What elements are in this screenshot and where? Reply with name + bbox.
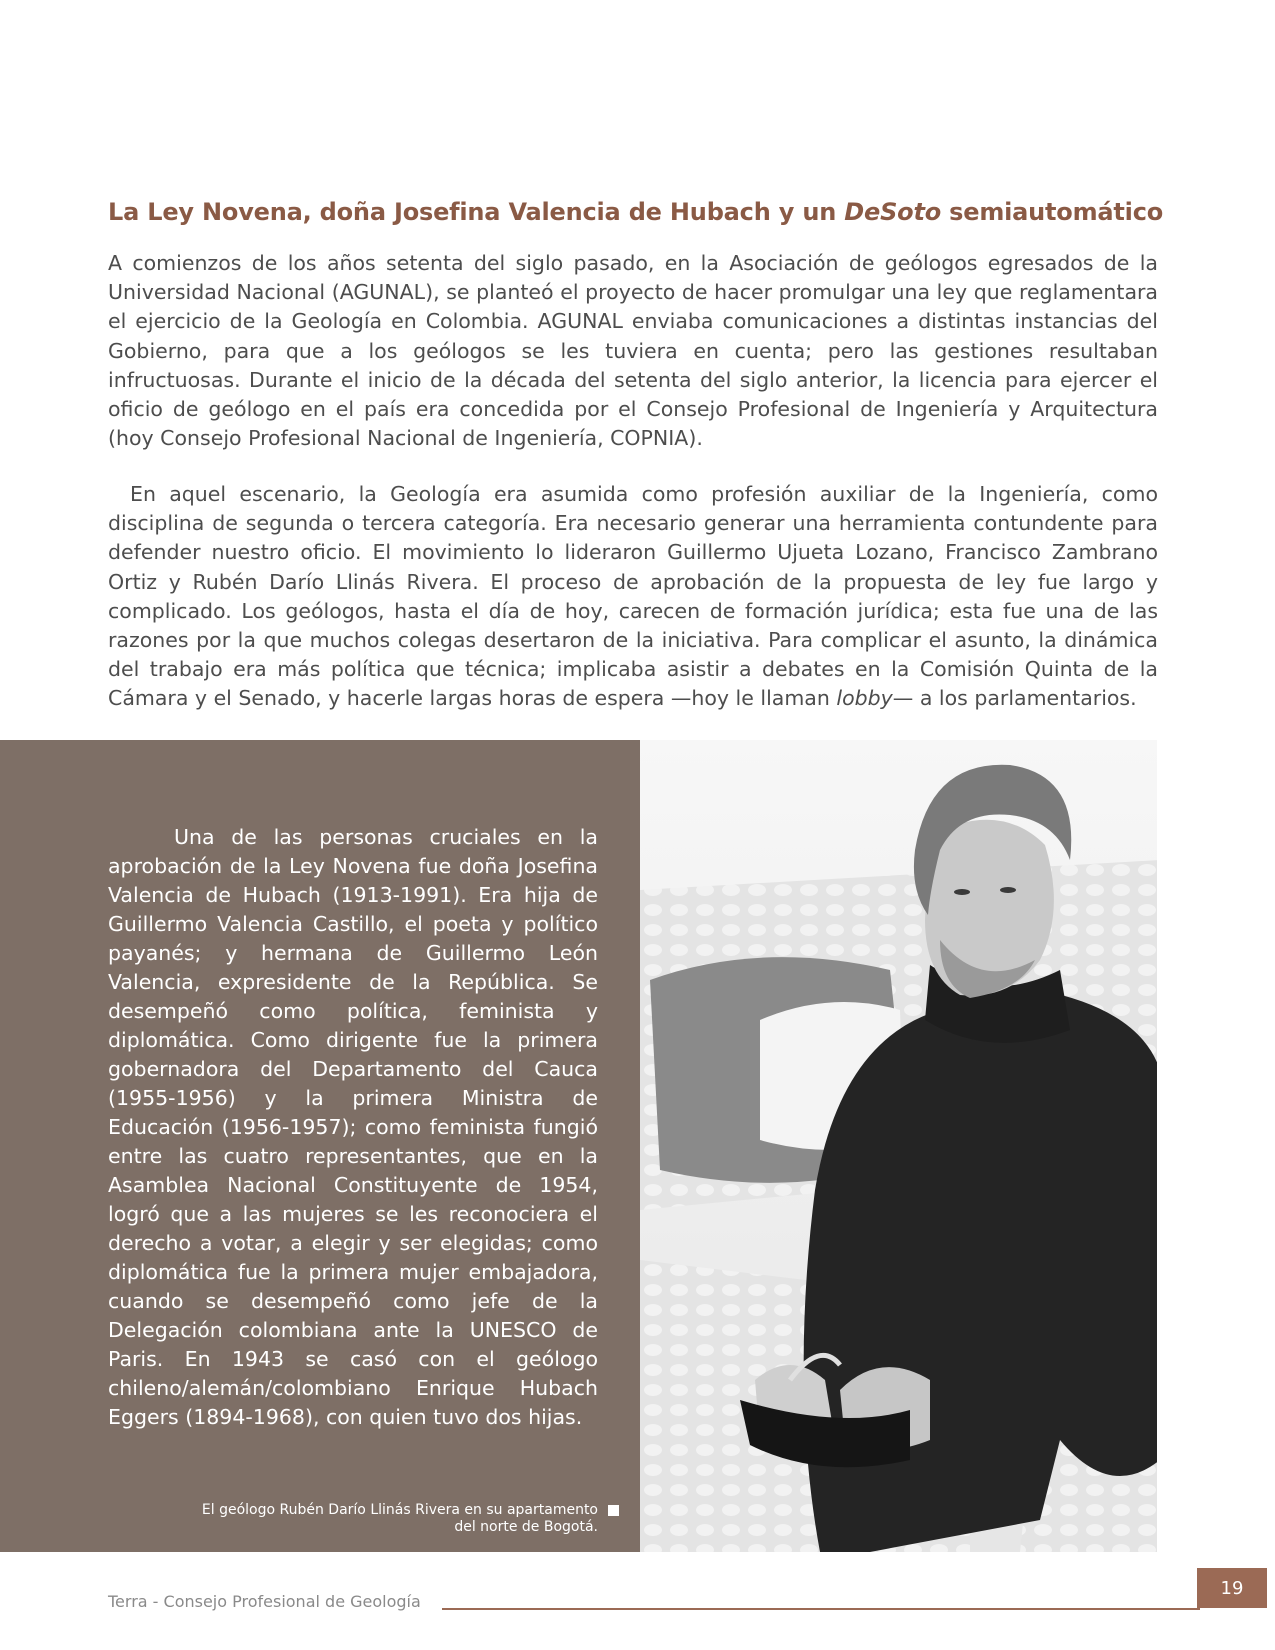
footer-publication: Terra - Consejo Profesional de Geología: [108, 1592, 421, 1611]
photo-caption: [150, 1502, 598, 1536]
portrait-photo-illustration: [640, 740, 1157, 1552]
footer-divider: [442, 1608, 1200, 1610]
section-heading: [108, 198, 1188, 226]
body-paragraph-2: [108, 480, 1158, 714]
heading-text-end: semiautomático: [941, 198, 1164, 226]
paragraph-2-text-italic: lobby: [836, 686, 893, 711]
paragraph-2-text-end: — a los parlamentarios.: [892, 686, 1137, 711]
heading-text-italic: DeSoto: [844, 198, 941, 226]
sidebar-text: Una de las personas cruciales en la aprobación de la Ley Novena fue doña Josefina Valencia de Hubach (1913-1991). Era hija de Guillermo Valencia Castillo, el poeta y político payanés; y hermana de Guillermo León Valencia, expresidente de la República. Se desempeñó como política, feminista y diplomática. Como dirigente fue la primera gobernadora del Departamento del Cauca (1955-1956) y la primera Ministra de Educación (1956-1957); como feminista fungió entre las cuatro representantes, que en la Asamblea Nacional Constituyente de 1954, logró que a las mujeres se les reconociera el derecho a votar, a elegir y ser elegidas; como diplomática fue la primera mujer embajadora, cuando se desempeñó como jefe de la Delegación colombiana ante la UNESCO de Paris. En 1943 se casó con el geólogo chileno/alemán/colombiano Enrique Hubach Eggers (1894-1968), con quien tuvo dos hijas.: [108, 825, 598, 1429]
caption-line-1: El geólogo Rubén Darío Llinás Rivera en su apartamento: [201, 1502, 598, 1518]
page-number: 19: [1197, 1568, 1267, 1608]
body-paragraph-1: A comienzos de los años setenta del siglo pasado, en la Asociación de geólogos egresados de la Universidad Nacional (AGUNAL), se planteó el proyecto de hacer promulgar una ley que reglamentara el ejercicio de la Geología en Colombia. AGUNAL enviaba comunicaciones a distintas instancias del Gobierno, para que a los geólogos se les tuviera en cuenta; pero las gestiones resultaban infructuosas. Durante el inicio de la década del setenta del siglo anterior, la licencia para ejercer el oficio de geólogo en el país era concedida por el Consejo Profesional de Ingeniería y Arquitectura (hoy Consejo Profesional Nacional de Ingeniería, COPNIA).: [108, 251, 1158, 451]
caption-line-2: del norte de Bogotá.: [454, 1519, 598, 1535]
heading-text-start: La Ley Novena, doña Josefina Valencia de Hubach y un: [108, 198, 845, 226]
caption-square-icon: [608, 1505, 619, 1516]
portrait-photo: [640, 740, 1157, 1552]
paragraph-2-text-start: En aquel escenario, la Geología era asumida como profesión auxiliar de la Ingeniería, como disciplina de segunda o tercera categoría. Era necesario generar una herramienta contundente para defender nuestro oficio. El movimiento lo lideraron Guillermo Ujueta Lozano, Francisco Zambrano Ortiz y Rubén Darío Llinás Rivera. El proceso de aprobación de la propuesta de ley fue largo y complicado. Los geólogos, hasta el día de hoy, carecen de formación jurídica; esta fue una de las razones por la que muchos colegas desertaron de la iniciativa. Para complicar el asunto, la dinámica del trabajo era más política que técnica; implicaba asistir a debates en la Comisión Quinta de la Cámara y el Senado, y hacerle largas horas de espera —hoy le llaman: [108, 482, 1158, 711]
